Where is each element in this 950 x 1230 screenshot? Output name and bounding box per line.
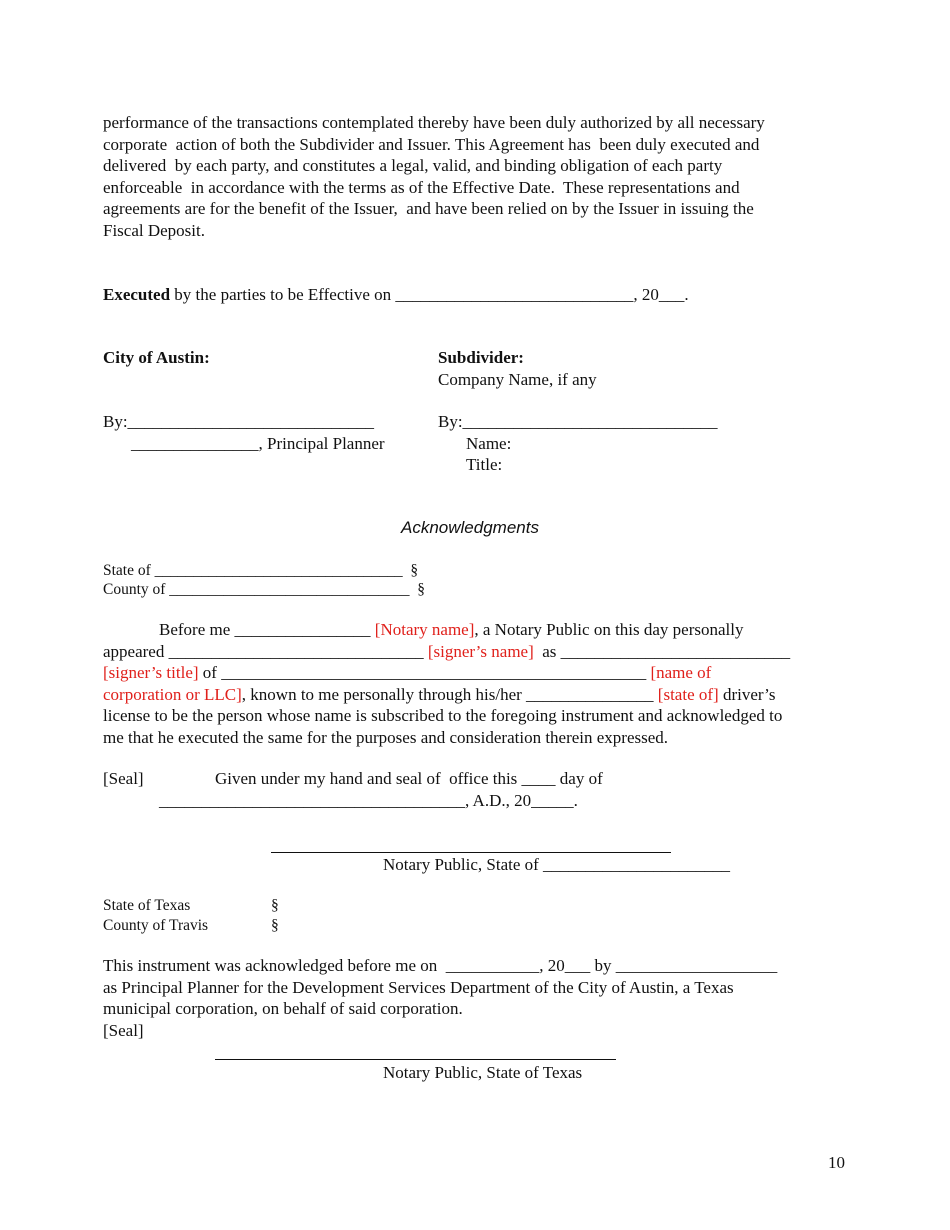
notary-public-state-1: Notary Public, State of ______________________	[383, 855, 731, 874]
venue-state: State of ________________________________ §	[103, 562, 419, 579]
intro-line: delivered by each party, and constitutes a legal, valid, and binding obligation of each party	[103, 156, 723, 175]
signer-title-placeholder: [signer’s title]	[103, 663, 199, 682]
ack-line: appeared ______________________________ [signer’s name] as ___________________________	[103, 641, 791, 661]
ack2-line: This instrument was acknowledged before me on ___________, 20___ by ___________________	[103, 956, 778, 975]
subdivider-company: Company Name, if any	[438, 370, 597, 389]
intro-line: performance of the transactions contemplated thereby have been duly authorized by all necessary	[103, 113, 765, 132]
venue-state-texas: State of Texas	[103, 897, 191, 914]
ack-line: corporation or LLC], known to me personally through his/her _______________ [state of] driver’s	[103, 684, 776, 704]
ack2-line: as Principal Planner for the Development Services Department of the City of Austin, a Texas	[103, 977, 734, 997]
notary-name-placeholder: [Notary name]	[374, 620, 475, 639]
section-symbol: §	[271, 917, 279, 934]
city-by-line: By:_____________________________	[103, 412, 375, 431]
seal-label: [Seal]	[103, 1020, 144, 1040]
acknowledgments-heading: Acknowledgments	[401, 518, 539, 537]
venue-county-travis: County of Travis	[103, 917, 209, 934]
ack-line: Before me ________________ [Notary name], a Notary Public on this day personally	[159, 620, 744, 639]
section-symbol: §	[271, 897, 279, 914]
venue-county: County of _______________________________ §	[103, 581, 426, 598]
executed-line	[103, 284, 689, 306]
intro-line: corporate action of both the Subdivider and Issuer. This Agreement has been duly executed and	[103, 134, 760, 154]
notary-signature-line	[271, 852, 671, 853]
intro-line: enforceable in accordance with the terms as of the Effective Date. These representations and	[103, 177, 740, 197]
subdivider-header: Subdivider:	[438, 348, 524, 367]
signer-name-placeholder: [signer’s name]	[427, 641, 534, 661]
subdivider-title-label: Title:	[466, 455, 503, 474]
intro-line: Fiscal Deposit.	[103, 220, 205, 240]
executed-text: by the parties to be Effective on ____________________________, 20___.	[170, 285, 689, 304]
state-placeholder: [state of]	[657, 684, 719, 704]
subdivider-name-label: Name:	[466, 434, 512, 453]
page-number: 10	[828, 1153, 845, 1172]
notary-public-state-texas: Notary Public, State of Texas	[383, 1063, 583, 1082]
ack-line: [signer’s title] of __________________________________________________ [name of	[103, 663, 712, 682]
ack-line: license to be the person whose name is subscribed to the foregoing instrument and acknowledged to	[103, 706, 783, 725]
given-line: Given under my hand and seal of office this ____ day of	[215, 769, 603, 788]
intro-line: agreements are for the benefit of the Issuer, and have been relied on by the Issuer in issuing the	[103, 199, 754, 218]
ack-line: me that he executed the same for the purposes and consideration therein expressed.	[103, 727, 669, 747]
corporation-name-placeholder: [name of	[650, 663, 712, 682]
seal-label: [Seal]	[103, 769, 144, 788]
corporation-name-placeholder-cont: corporation or LLC]	[103, 684, 242, 704]
notary-signature-line	[215, 1059, 616, 1060]
city-planner-line: _______________, Principal Planner	[131, 434, 385, 453]
executed-label: Executed	[103, 285, 171, 304]
date-line: ____________________________________, A.D., 20_____.	[159, 791, 578, 810]
subdivider-by-line: By:______________________________	[438, 412, 718, 431]
ack2-line: municipal corporation, on behalf of said corporation.	[103, 999, 463, 1018]
city-header: City of Austin:	[103, 348, 210, 367]
